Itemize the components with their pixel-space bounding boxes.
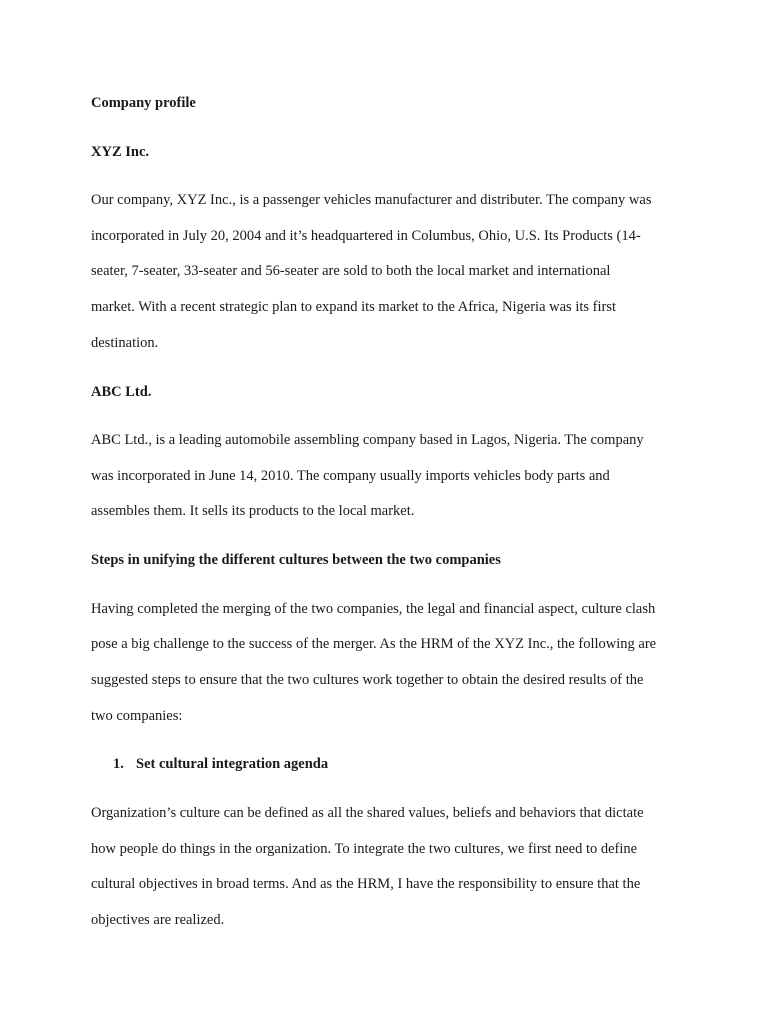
culture-paragraph-line: cultural objectives in broad terms. And as the HRM, I have the responsibility to ensure that the: [91, 876, 641, 892]
xyz-paragraph-line: market. With a recent strategic plan to expand its market to the Africa, Nigeria was its first: [91, 299, 617, 315]
abc-paragraph-line: assembles them. It sells its products to the local market.: [91, 503, 415, 519]
steps-paragraph-line: two companies:: [91, 708, 183, 724]
abc-title: ABC Ltd.: [91, 384, 152, 400]
abc-paragraph-line: ABC Ltd., is a leading automobile assembling company based in Lagos, Nigeria. The company: [91, 432, 644, 448]
list-item-number: 1.: [113, 756, 124, 772]
xyz-paragraph-line: incorporated in July 20, 2004 and it’s headquartered in Columbus, Ohio, U.S. Its Products (14-: [91, 228, 641, 244]
list-item-heading: Set cultural integration agenda: [136, 756, 329, 772]
culture-paragraph-line: objectives are realized.: [91, 912, 225, 928]
abc-paragraph-line: was incorporated in June 14, 2010. The company usually imports vehicles body parts and: [91, 468, 610, 484]
xyz-paragraph-line: destination.: [91, 335, 159, 351]
steps-paragraph-line: pose a big challenge to the success of the merger. As the HRM of the XYZ Inc., the following are: [91, 636, 657, 652]
xyz-title: XYZ Inc.: [91, 144, 150, 160]
company-profile-heading: Company profile: [91, 95, 196, 111]
xyz-paragraph-line: seater, 7-seater, 33-seater and 56-seater are sold to both the local market and international: [91, 263, 611, 279]
xyz-paragraph-line: Our company, XYZ Inc., is a passenger vehicles manufacturer and distributer. The company was: [91, 192, 652, 208]
steps-paragraph-line: suggested steps to ensure that the two cultures work together to obtain the desired results of the: [91, 672, 644, 688]
steps-paragraph-line: Having completed the merging of the two companies, the legal and financial aspect, culture clash: [91, 601, 656, 617]
culture-paragraph-line: how people do things in the organization. To integrate the two cultures, we first need to define: [91, 841, 638, 857]
steps-heading: Steps in unifying the different cultures between the two companies: [91, 552, 501, 568]
culture-paragraph-line: Organization’s culture can be defined as all the shared values, beliefs and behaviors that dictate: [91, 805, 644, 821]
